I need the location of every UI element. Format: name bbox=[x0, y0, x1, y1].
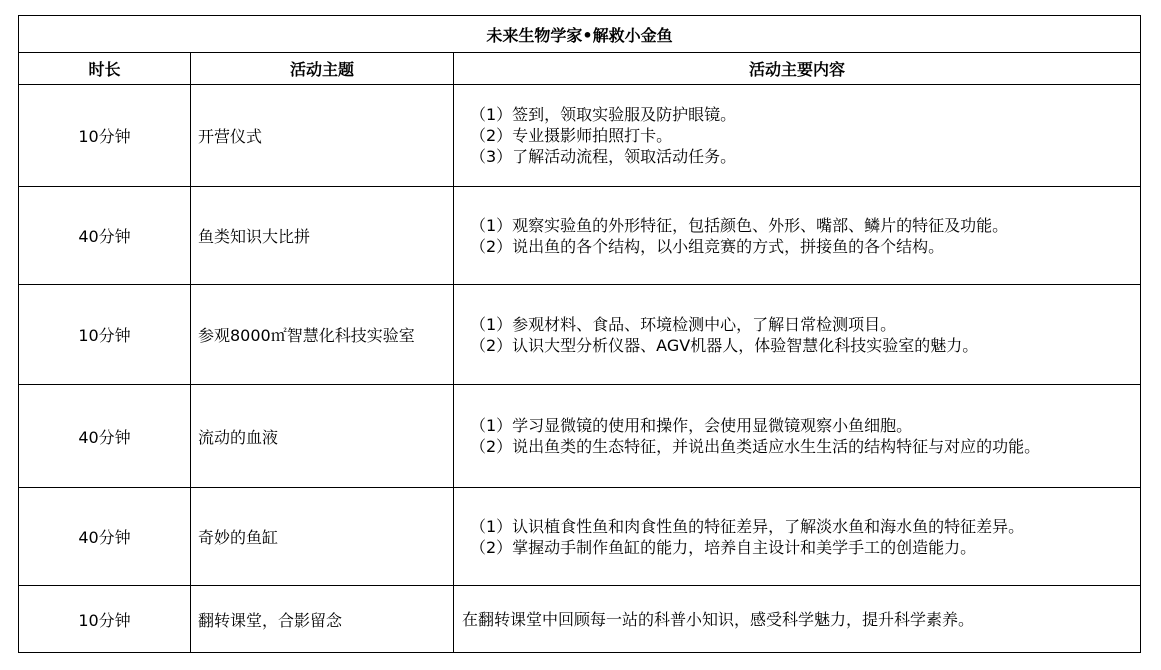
content-line: （2）说出鱼的各个结构，以小组竞赛的方式，拼接鱼的各个结构。 bbox=[470, 236, 945, 256]
content-line: 在翻转课堂中回顾每一站的科普小知识，感受科学魅力，提升科学素养。 bbox=[462, 609, 975, 629]
table-row bbox=[19, 85, 1141, 187]
table-title: 未来生物学家•解救小金鱼 bbox=[19, 16, 1141, 53]
topic-cell: 参观8000㎡智慧化科技实验室 bbox=[191, 285, 454, 385]
header-content: 活动主要内容 bbox=[454, 53, 1141, 85]
content-cell bbox=[454, 488, 1141, 586]
table-row bbox=[19, 385, 1141, 488]
topic-cell: 翻转课堂，合影留念 bbox=[191, 586, 454, 653]
content-line: （3）了解活动流程，领取活动任务。 bbox=[470, 147, 737, 166]
content-line: （2）认识大型分析仪器、AGV机器人，体验智慧化科技实验室的魅力。 bbox=[470, 335, 979, 355]
topic-cell: 奇妙的鱼缸 bbox=[191, 488, 454, 586]
duration-cell: 40分钟 bbox=[19, 187, 191, 285]
content-line: （1）观察实验鱼的外形特征，包括颜色、外形、嘴部、鳞片的特征及功能。 bbox=[470, 215, 1009, 235]
content-cell bbox=[454, 285, 1141, 385]
table-row bbox=[19, 586, 1141, 653]
duration-cell: 10分钟 bbox=[19, 586, 191, 653]
topic-cell: 开营仪式 bbox=[191, 85, 454, 187]
content-line: （1）参观材料、食品、环境检测中心，了解日常检测项目。 bbox=[470, 314, 897, 334]
content-line: （1）认识植食性鱼和肉食性鱼的特征差异，了解淡水鱼和海水鱼的特征差异。 bbox=[470, 516, 1025, 536]
duration-cell: 40分钟 bbox=[19, 385, 191, 488]
duration-cell: 10分钟 bbox=[19, 285, 191, 385]
table-title-row bbox=[19, 16, 1141, 53]
header-duration: 时长 bbox=[19, 53, 191, 85]
topic-cell: 鱼类知识大比拼 bbox=[191, 187, 454, 285]
content-cell bbox=[454, 85, 1141, 187]
content-cell bbox=[454, 385, 1141, 488]
content-line: （2）掌握动手制作鱼缸的能力，培养自主设计和美学手工的创造能力。 bbox=[470, 537, 977, 557]
table-row bbox=[19, 285, 1141, 385]
table-header-row bbox=[19, 53, 1141, 85]
header-topic: 活动主题 bbox=[191, 53, 454, 85]
content-line: （1）签到，领取实验服及防护眼镜。 bbox=[470, 105, 737, 124]
content-line: （1）学习显微镜的使用和操作，会使用显微镜观察小鱼细胞。 bbox=[470, 416, 913, 435]
duration-cell: 10分钟 bbox=[19, 85, 191, 187]
activity-schedule-table bbox=[18, 15, 1141, 653]
duration-cell: 40分钟 bbox=[19, 488, 191, 586]
content-cell bbox=[454, 586, 1141, 653]
content-cell bbox=[454, 187, 1141, 285]
table-row bbox=[19, 488, 1141, 586]
content-line: （2）说出鱼类的生态特征，并说出鱼类适应水生生活的结构特征与对应的功能。 bbox=[470, 437, 1041, 456]
table-row bbox=[19, 187, 1141, 285]
content-line: （2）专业摄影师拍照打卡。 bbox=[470, 126, 673, 145]
topic-cell: 流动的血液 bbox=[191, 385, 454, 488]
